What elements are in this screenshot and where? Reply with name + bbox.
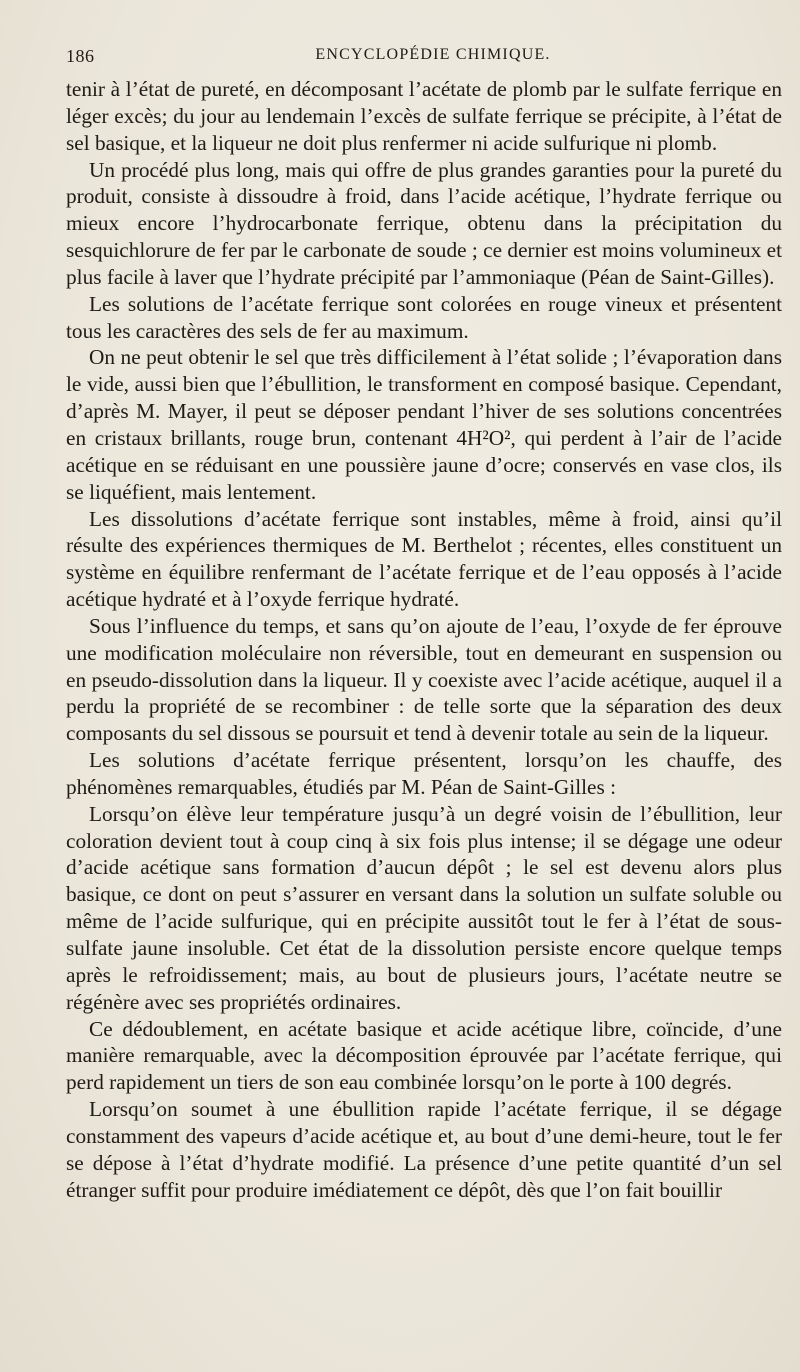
running-title: ENCYCLOPÉDIE CHIMIQUE. xyxy=(315,46,551,63)
body-text xyxy=(66,76,782,1203)
page-header xyxy=(66,46,760,70)
paragraph: Lorsqu’on élève leur température jusqu’à un degré voisin de l’ébullition, leur coloration devient tout à coup cinq à six fois plus intense; il se dégage une odeur d’acide acétique sans formation d’aucun dépôt ; le sel est devenu alors plus basique, ce dont on peut s’assurer en versant dans la solution un sulfate soluble ou même de l’acide sulfurique, qui en précipite aussitôt tout le fer à l’état de sous-sulfate jaune insoluble. Cet état de la dissolution persiste encore quelque temps après le refroidissement; mais, au bout de plusieurs jours, l’acétate neutre se régénère avec ses propriétés ordinaires. xyxy=(66,801,782,1014)
paragraph: Sous l’influence du temps, et sans qu’on ajoute de l’eau, l’oxyde de fer éprouve une modification moléculaire non réversible, tout en demeurant en suspension ou en pseudo-dissolution dans la liqueur. Il y coexiste avec l’acide acétique, auquel il a perdu la propriété de se recombiner : de telle sorte que la séparation des deux composants du sel dissous se poursuit et tend à devenir totale au sein de la liqueur. xyxy=(66,613,782,746)
paragraph: On ne peut obtenir le sel que très difficilement à l’état solide ; l’évaporation dans le vide, aussi bien que l’ébullition, le transforment en composé basique. Cependant, d’après M. Mayer, il peut se déposer pendant l’hiver de ses solutions concentrées en cristaux brillants, rouge brun, contenant 4H²O², qui perdent à l’air de l’acide acétique en se réduisant en une poussière jaune d’ocre; conservés en vase clos, ils se liquéfient, mais lentement. xyxy=(66,345,782,504)
paragraph: Les dissolutions d’acétate ferrique sont instables, même à froid, ainsi qu’il résulte des expériences thermiques de M. Berthelot ; récentes, elles constituent un système en équilibre renfermant de l’acétate ferrique et de l’eau opposés à l’acide acétique hydraté et à l’oxyde ferrique hydraté. xyxy=(66,506,782,612)
paragraph: Les solutions d’acétate ferrique présentent, lorsqu’on les chauffe, des phénomènes remarquables, étudiés par M. Péan de Saint-Gilles : xyxy=(66,748,782,799)
paragraph: Ce dédoublement, en acétate basique et acide acétique libre, coïncide, d’une manière remarquable, avec la décomposition éprouvée par l’acétate ferrique, qui perd rapidement un tiers de son eau combinée lorsqu’on le porte à 100 degrés. xyxy=(66,1016,782,1095)
paragraph: Les solutions de l’acétate ferrique sont colorées en rouge vineux et présentent tous les caractères des sels de fer au maximum. xyxy=(66,291,782,343)
paragraph: Un procédé plus long, mais qui offre de plus grandes garanties pour la pureté du produit, consiste à dissoudre à froid, dans l’acide acétique, l’hydrate ferrique ou mieux encore l’hydrocarbonate ferrique, obtenu dans la précipitation du sesquichlorure de fer par le carbonate de soude ; ce dernier est moins volumineux et plus facile à laver que l’hydrate précipité par l’ammoniaque (Péan de Saint-Gilles). xyxy=(66,157,782,289)
paragraph: Lorsqu’on soumet à une ébullition rapide l’acétate ferrique, il se dégage constamment des vapeurs d’acide acétique et, au bout d’une demi-heure, tout le fer se dépose à l’état d’hydrate modifié. La présence d’une petite quantité d’un sel étranger suffit pour produire imédiatement ce dépôt, dès que l’on fait bouillir xyxy=(66,1097,782,1202)
paragraph: tenir à l’état de pureté, en décomposant l’acétate de plomb par le sulfate ferrique en léger excès; du jour au lendemain l’excès de sulfate ferrique se précipite, à l’état de sel basique, et la liqueur ne doit plus renfermer ni acide sulfurique ni plomb. xyxy=(66,77,782,155)
page-number: 186 xyxy=(66,46,95,66)
